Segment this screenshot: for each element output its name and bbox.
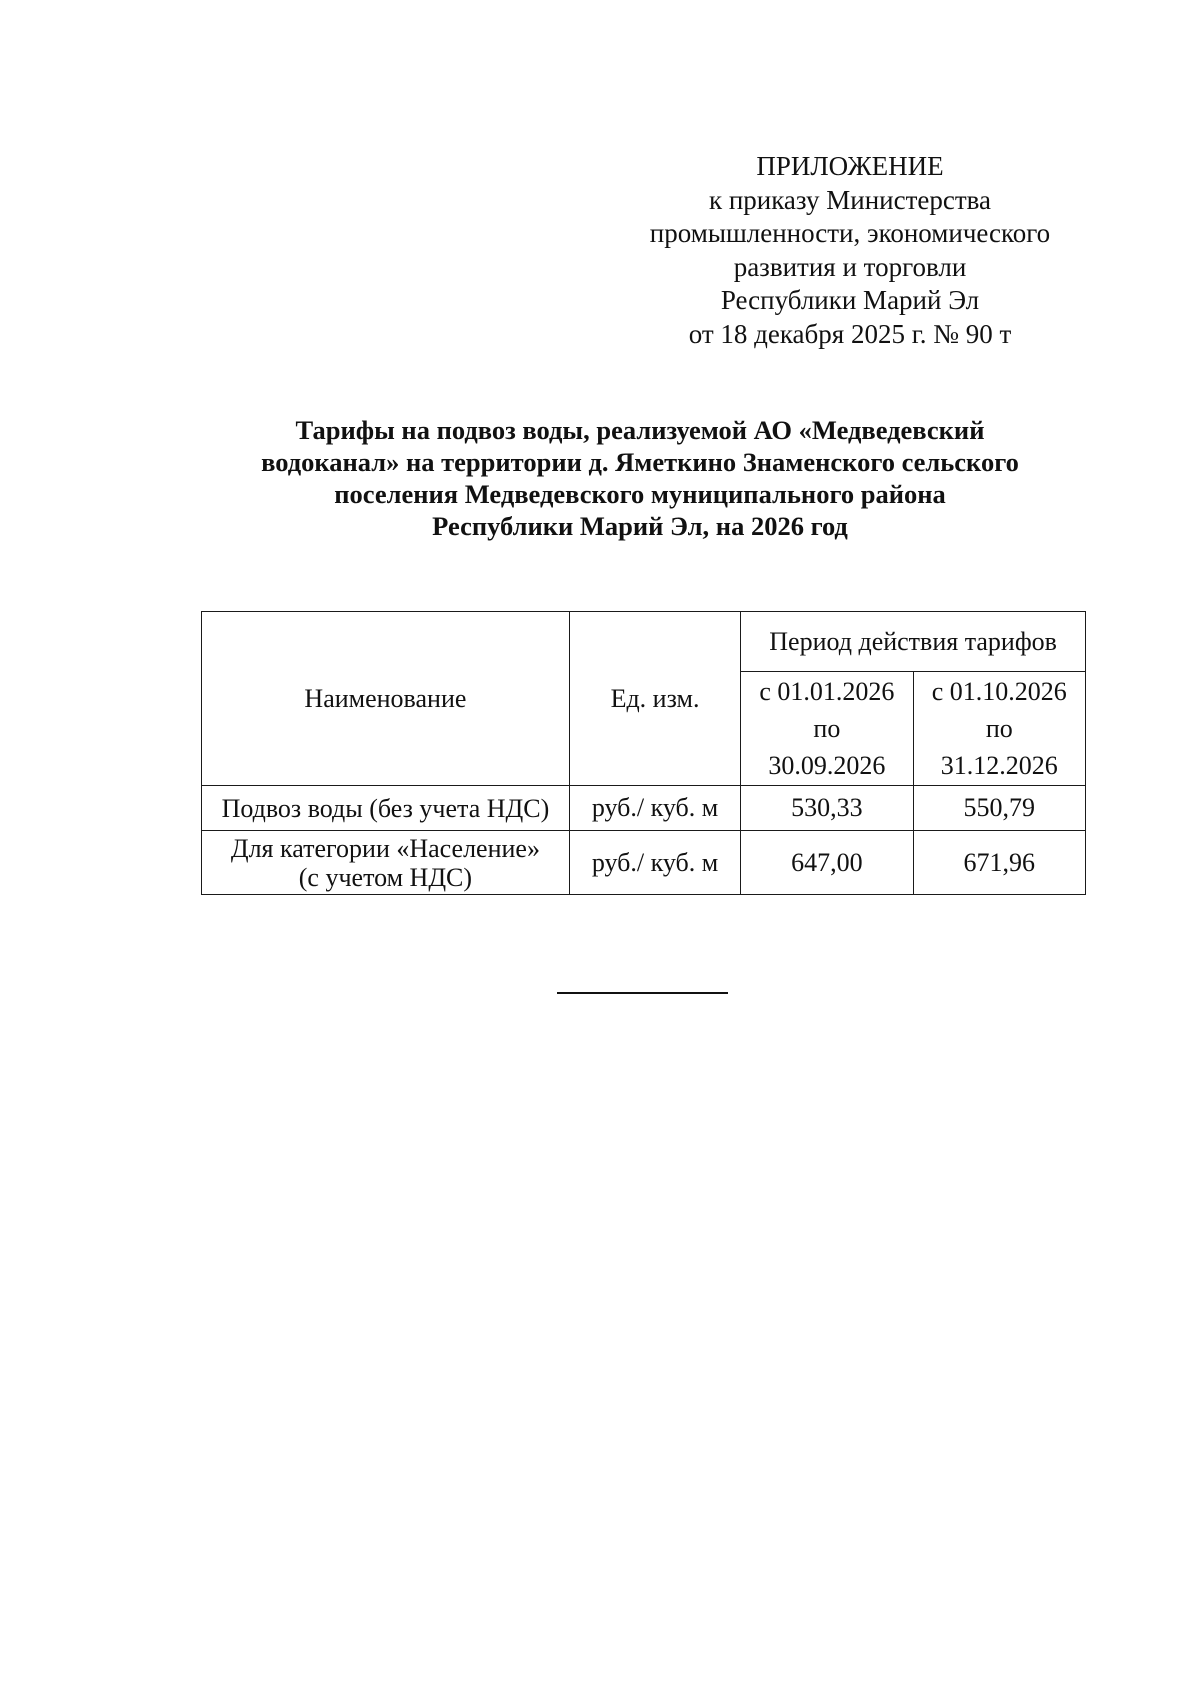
period-2-from: с 01.10.2026 [931,677,1067,706]
period-2-to-word: по [985,714,1013,743]
row-unit: руб./ куб. м [569,786,740,831]
row-name-line: Для категории «Население» [230,833,540,863]
header-unit: Ед. изм. [569,612,740,786]
row-tariff-period-2: 550,79 [913,786,1085,831]
period-1-to: 30.09.2026 [768,751,886,780]
row-name [202,786,570,831]
table-row [202,831,1086,895]
row-tariff-period-1: 647,00 [741,831,913,895]
title-line: поселения Медведевского муниципального района [334,479,946,509]
period-2-to: 31.12.2026 [940,751,1058,780]
row-tariff-period-2: 671,96 [913,831,1085,895]
period-1-from: с 01.01.2026 [759,677,895,706]
header-period-1 [741,672,913,786]
row-tariff-period-1: 530,33 [741,786,913,831]
table-row [202,786,1086,831]
header-name: Наименование [202,612,570,786]
tariff-table [201,611,1086,895]
row-unit: руб./ куб. м [569,831,740,895]
title-line: Тарифы на подвоз воды, реализуемой АО «Медведевский [295,415,985,445]
appendix-order-date: от 18 декабря 2025 г. № 90 т [688,318,1012,349]
appendix-line: к приказу Министерства [708,184,992,215]
header-period: Период действия тарифов [741,612,1086,672]
row-name-line: Подвоз воды (без учета НДС) [221,793,550,823]
table-header-row [202,612,1086,672]
title-line: Республики Марий Эл, на 2026 год [432,511,848,541]
appendix-line: развития и торговли [733,251,967,282]
period-1-to-word: по [813,714,841,743]
end-of-document-divider [557,992,728,994]
appendix-line: промышленности, экономического [649,218,1051,248]
document-title [200,414,1080,542]
row-name [202,831,570,895]
appendix-label: ПРИЛОЖЕНИЕ [756,151,944,181]
row-name-line: (с учетом НДС) [298,862,473,892]
appendix-header [600,150,1100,351]
header-period-2 [913,672,1085,786]
appendix-line: Республики Марий Эл [720,285,980,315]
title-line: водоканал» на территории д. Яметкино Знаменского сельского [261,447,1019,477]
